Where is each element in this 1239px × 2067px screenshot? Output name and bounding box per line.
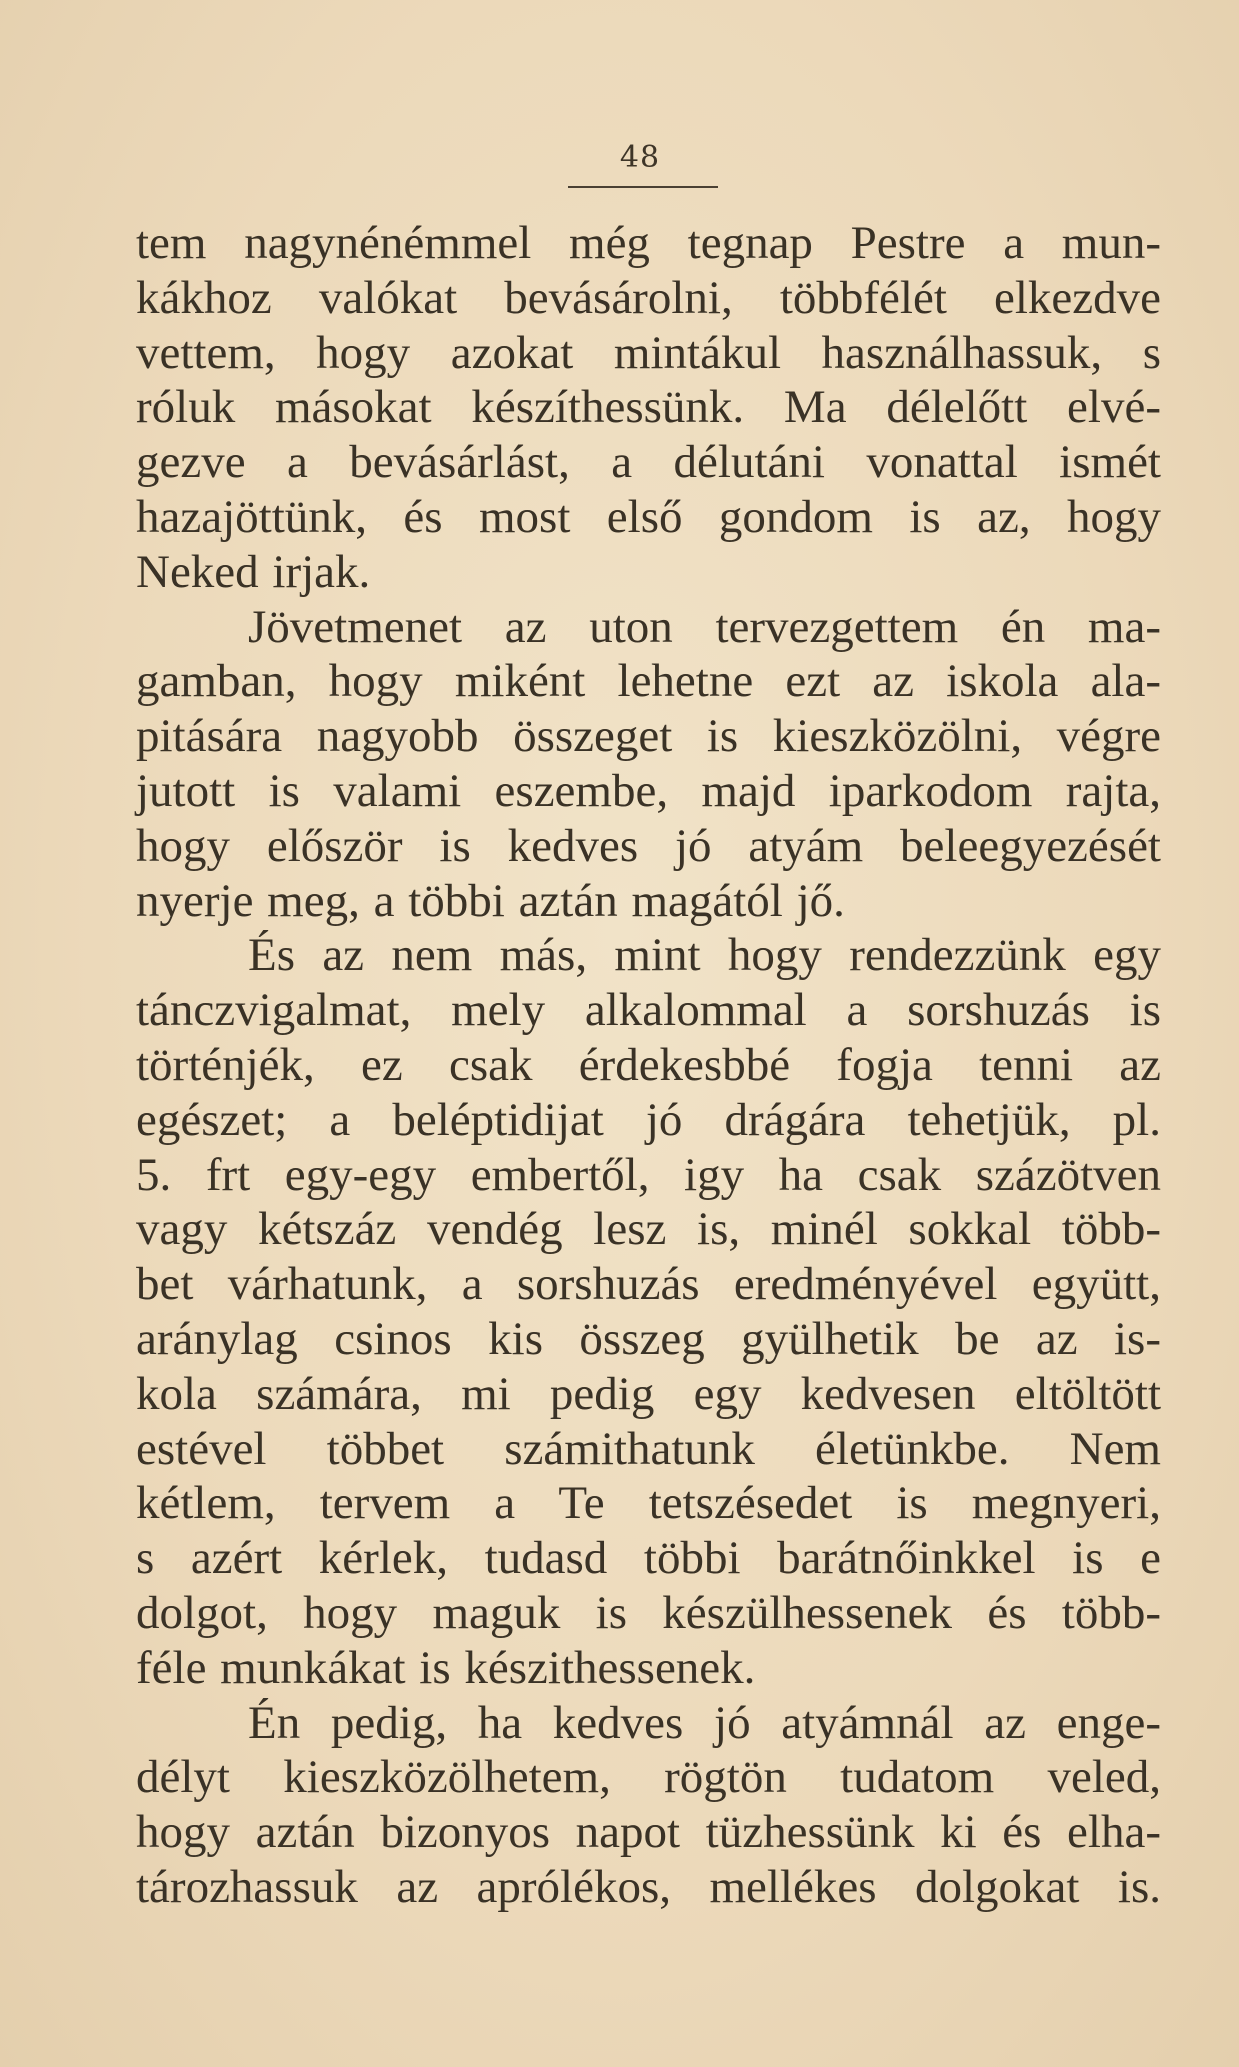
text-line: Jövetmenet az uton tervezgettem én ma- — [248, 600, 1161, 653]
text-line: bet várhatunk, a sorshuzás eredményével együtt, — [136, 1258, 1161, 1311]
text-line: 5. frt egy-egy embertől, igy ha csak százötven — [136, 1148, 1161, 1201]
paragraph-2 — [136, 600, 1161, 929]
text-line: vagy kétszáz vendég lesz is, minél sokkal több- — [136, 1203, 1161, 1256]
text-line: dolgot, hogy maguk is készülhessenek és több- — [136, 1586, 1161, 1639]
text-line: egészet; a beléptidijat jó drágára tehetjük, pl. — [136, 1093, 1161, 1146]
text-line: s azért kérlek, tudasd többi barátnőinkkel is e — [136, 1532, 1161, 1585]
text-line: kétlem, tervem a Te tetszésedet is megnyeri, — [136, 1477, 1161, 1530]
text-line: hazajöttünk, és most első gondom is az, hogy — [136, 490, 1161, 543]
paragraph-4 — [136, 1696, 1161, 1915]
text-line: kákhoz valókat bevásárolni, többfélét elkezdve — [136, 271, 1161, 324]
text-line: róluk másokat készíthessünk. Ma délelőtt elvé- — [136, 381, 1161, 434]
text-line: aránylag csinos kis összeg gyülhetik be az is- — [136, 1312, 1161, 1365]
text-line: jutott is valami eszembe, majd iparkodom rajta, — [136, 764, 1161, 817]
text-line: tánczvigalmat, mely alkalommal a sorshuzás is — [136, 984, 1161, 1037]
text-line: Neked irjak. — [136, 545, 371, 598]
text-line: tem nagynénémmel még tegnap Pestre a mun- — [136, 217, 1161, 269]
text-line: gamban, hogy miként lehetne ezt az iskola ala- — [136, 655, 1161, 708]
text-line: vettem, hogy azokat mintákul használhassuk, s — [136, 326, 1161, 379]
paragraph-3 — [136, 928, 1161, 1695]
text-line: pitására nagyobb összeget is kieszközölni, végre — [136, 710, 1161, 763]
text-line: hogy először is kedves jó atyám beleegyezését — [136, 819, 1161, 872]
text-line: történjék, ez csak érdekesbbé fogja tenni az — [136, 1038, 1161, 1091]
page-number: 48 — [619, 140, 661, 175]
text-line: tározhassuk az aprólékos, mellékes dolgokat is. — [136, 1860, 1161, 1913]
text-line: nyerje meg, a többi aztán magától jő. — [136, 874, 845, 927]
text-line: gezve a bevásárlást, a délutáni vonattal ismét — [136, 436, 1161, 489]
body-text — [136, 216, 1161, 1915]
text-line: Én pedig, ha kedves jó atyámnál az enge- — [248, 1696, 1161, 1749]
text-line: És az nem más, mint hogy rendezzünk egy — [248, 929, 1161, 982]
page-number-rule — [568, 186, 718, 188]
text-line: estével többet számithatunk életünkbe. Nem — [136, 1422, 1161, 1475]
text-line: féle munkákat is készithessenek. — [136, 1641, 756, 1694]
text-line: hogy aztán bizonyos napot tüzhessünk ki és elha- — [136, 1806, 1161, 1859]
text-line: délyt kieszközölhetem, rögtön tudatom veled, — [136, 1751, 1161, 1804]
paragraph-1 — [136, 216, 1161, 600]
text-line: kola számára, mi pedig egy kedvesen eltöltött — [136, 1367, 1161, 1420]
